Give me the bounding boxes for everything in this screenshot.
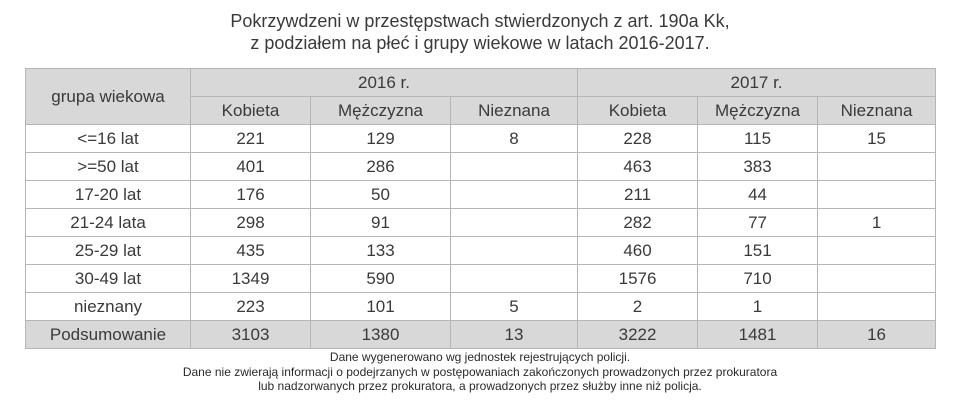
table-cell: 383 — [698, 153, 818, 181]
table-row — [26, 265, 936, 293]
row-label: nieznany — [26, 293, 191, 321]
table-cell — [818, 265, 936, 293]
row-label: 30-49 lat — [26, 265, 191, 293]
table-cell: 401 — [191, 153, 311, 181]
table-cell — [818, 293, 936, 321]
col-header: Mężczyzna — [311, 97, 451, 125]
title-line-2: z podziałem na płeć i grupy wiekowe w latach 2016-2017. — [250, 33, 710, 53]
table-cell: 176 — [191, 181, 311, 209]
table-cell: 50 — [311, 181, 451, 209]
row-label: <=16 lat — [26, 125, 191, 153]
table-cell: 101 — [311, 293, 451, 321]
col-header: Kobieta — [191, 97, 311, 125]
table-cell — [818, 237, 936, 265]
table-cell: 133 — [311, 237, 451, 265]
table-cell: 1349 — [191, 265, 311, 293]
table-cell: 1576 — [578, 265, 698, 293]
footnote: lub nadzorwanych przez prokuratora, a prowadzonych przez służby inne niż policja. — [258, 379, 702, 393]
table-cell: 129 — [311, 125, 451, 153]
table-cell: 223 — [191, 293, 311, 321]
table-cell: 435 — [191, 237, 311, 265]
table-cell: 1380 — [311, 321, 451, 349]
table-cell: 91 — [311, 209, 451, 237]
table-cell: 16 — [818, 321, 936, 349]
table-cell: 2 — [578, 293, 698, 321]
table-cell: 3103 — [191, 321, 311, 349]
table-row — [26, 181, 936, 209]
table-cell — [818, 181, 936, 209]
table-cell: 3222 — [578, 321, 698, 349]
group-header: grupa wiekowa — [26, 69, 191, 125]
footnote: Dane nie zwierają informacji o podejrzanych w postępowaniach zakończonych prowadzonych przez prokuratora — [182, 364, 778, 379]
col-header: Nieznana — [451, 97, 578, 125]
table-row — [26, 209, 936, 237]
table-cell: 13 — [451, 321, 578, 349]
table-row — [26, 153, 936, 181]
table-row — [26, 237, 936, 265]
table-cell: 221 — [191, 125, 311, 153]
year-header-2017: 2017 r. — [578, 69, 936, 97]
table-cell: 228 — [578, 125, 698, 153]
row-label: 21-24 lata — [26, 209, 191, 237]
table-cell — [451, 153, 578, 181]
table-cell — [451, 209, 578, 237]
table-cell: 1 — [698, 293, 818, 321]
table-cell: 463 — [578, 153, 698, 181]
table-row — [26, 293, 936, 321]
title-line-1: Pokrzywdzeni w przestępstwach stwierdzonych z art. 190a Kk, — [230, 11, 730, 31]
table-cell — [818, 153, 936, 181]
table-cell: 460 — [578, 237, 698, 265]
table-cell: 590 — [311, 265, 451, 293]
table-cell: 44 — [698, 181, 818, 209]
col-header: Mężczyzna — [698, 97, 818, 125]
table-cell — [451, 265, 578, 293]
table-cell: 1 — [818, 209, 936, 237]
footnotes — [0, 350, 960, 394]
table-row — [26, 125, 936, 153]
table-body — [26, 125, 936, 349]
table-cell: 151 — [698, 237, 818, 265]
victims-table — [25, 68, 936, 349]
table-title — [0, 10, 960, 54]
footnote: Dane wygenerowano wg jednostek rejestrujących policji. — [329, 350, 631, 364]
table-cell: 710 — [698, 265, 818, 293]
summary-row — [26, 321, 936, 349]
col-header: Kobieta — [578, 97, 698, 125]
row-label: 25-29 lat — [26, 237, 191, 265]
table-cell: 282 — [578, 209, 698, 237]
table-cell: 286 — [311, 153, 451, 181]
table-cell: 115 — [698, 125, 818, 153]
table-cell: 8 — [451, 125, 578, 153]
table-cell: 77 — [698, 209, 818, 237]
table-cell: 1481 — [698, 321, 818, 349]
table-cell: 298 — [191, 209, 311, 237]
row-label: 17-20 lat — [26, 181, 191, 209]
row-label: Podsumowanie — [26, 321, 191, 349]
header-row-years — [26, 69, 936, 97]
table-cell: 15 — [818, 125, 936, 153]
col-header: Nieznana — [818, 97, 936, 125]
table-cell: 211 — [578, 181, 698, 209]
row-label: >=50 lat — [26, 153, 191, 181]
table-cell — [451, 181, 578, 209]
year-header-2016: 2016 r. — [191, 69, 578, 97]
table-cell: 5 — [451, 293, 578, 321]
table-cell — [451, 237, 578, 265]
